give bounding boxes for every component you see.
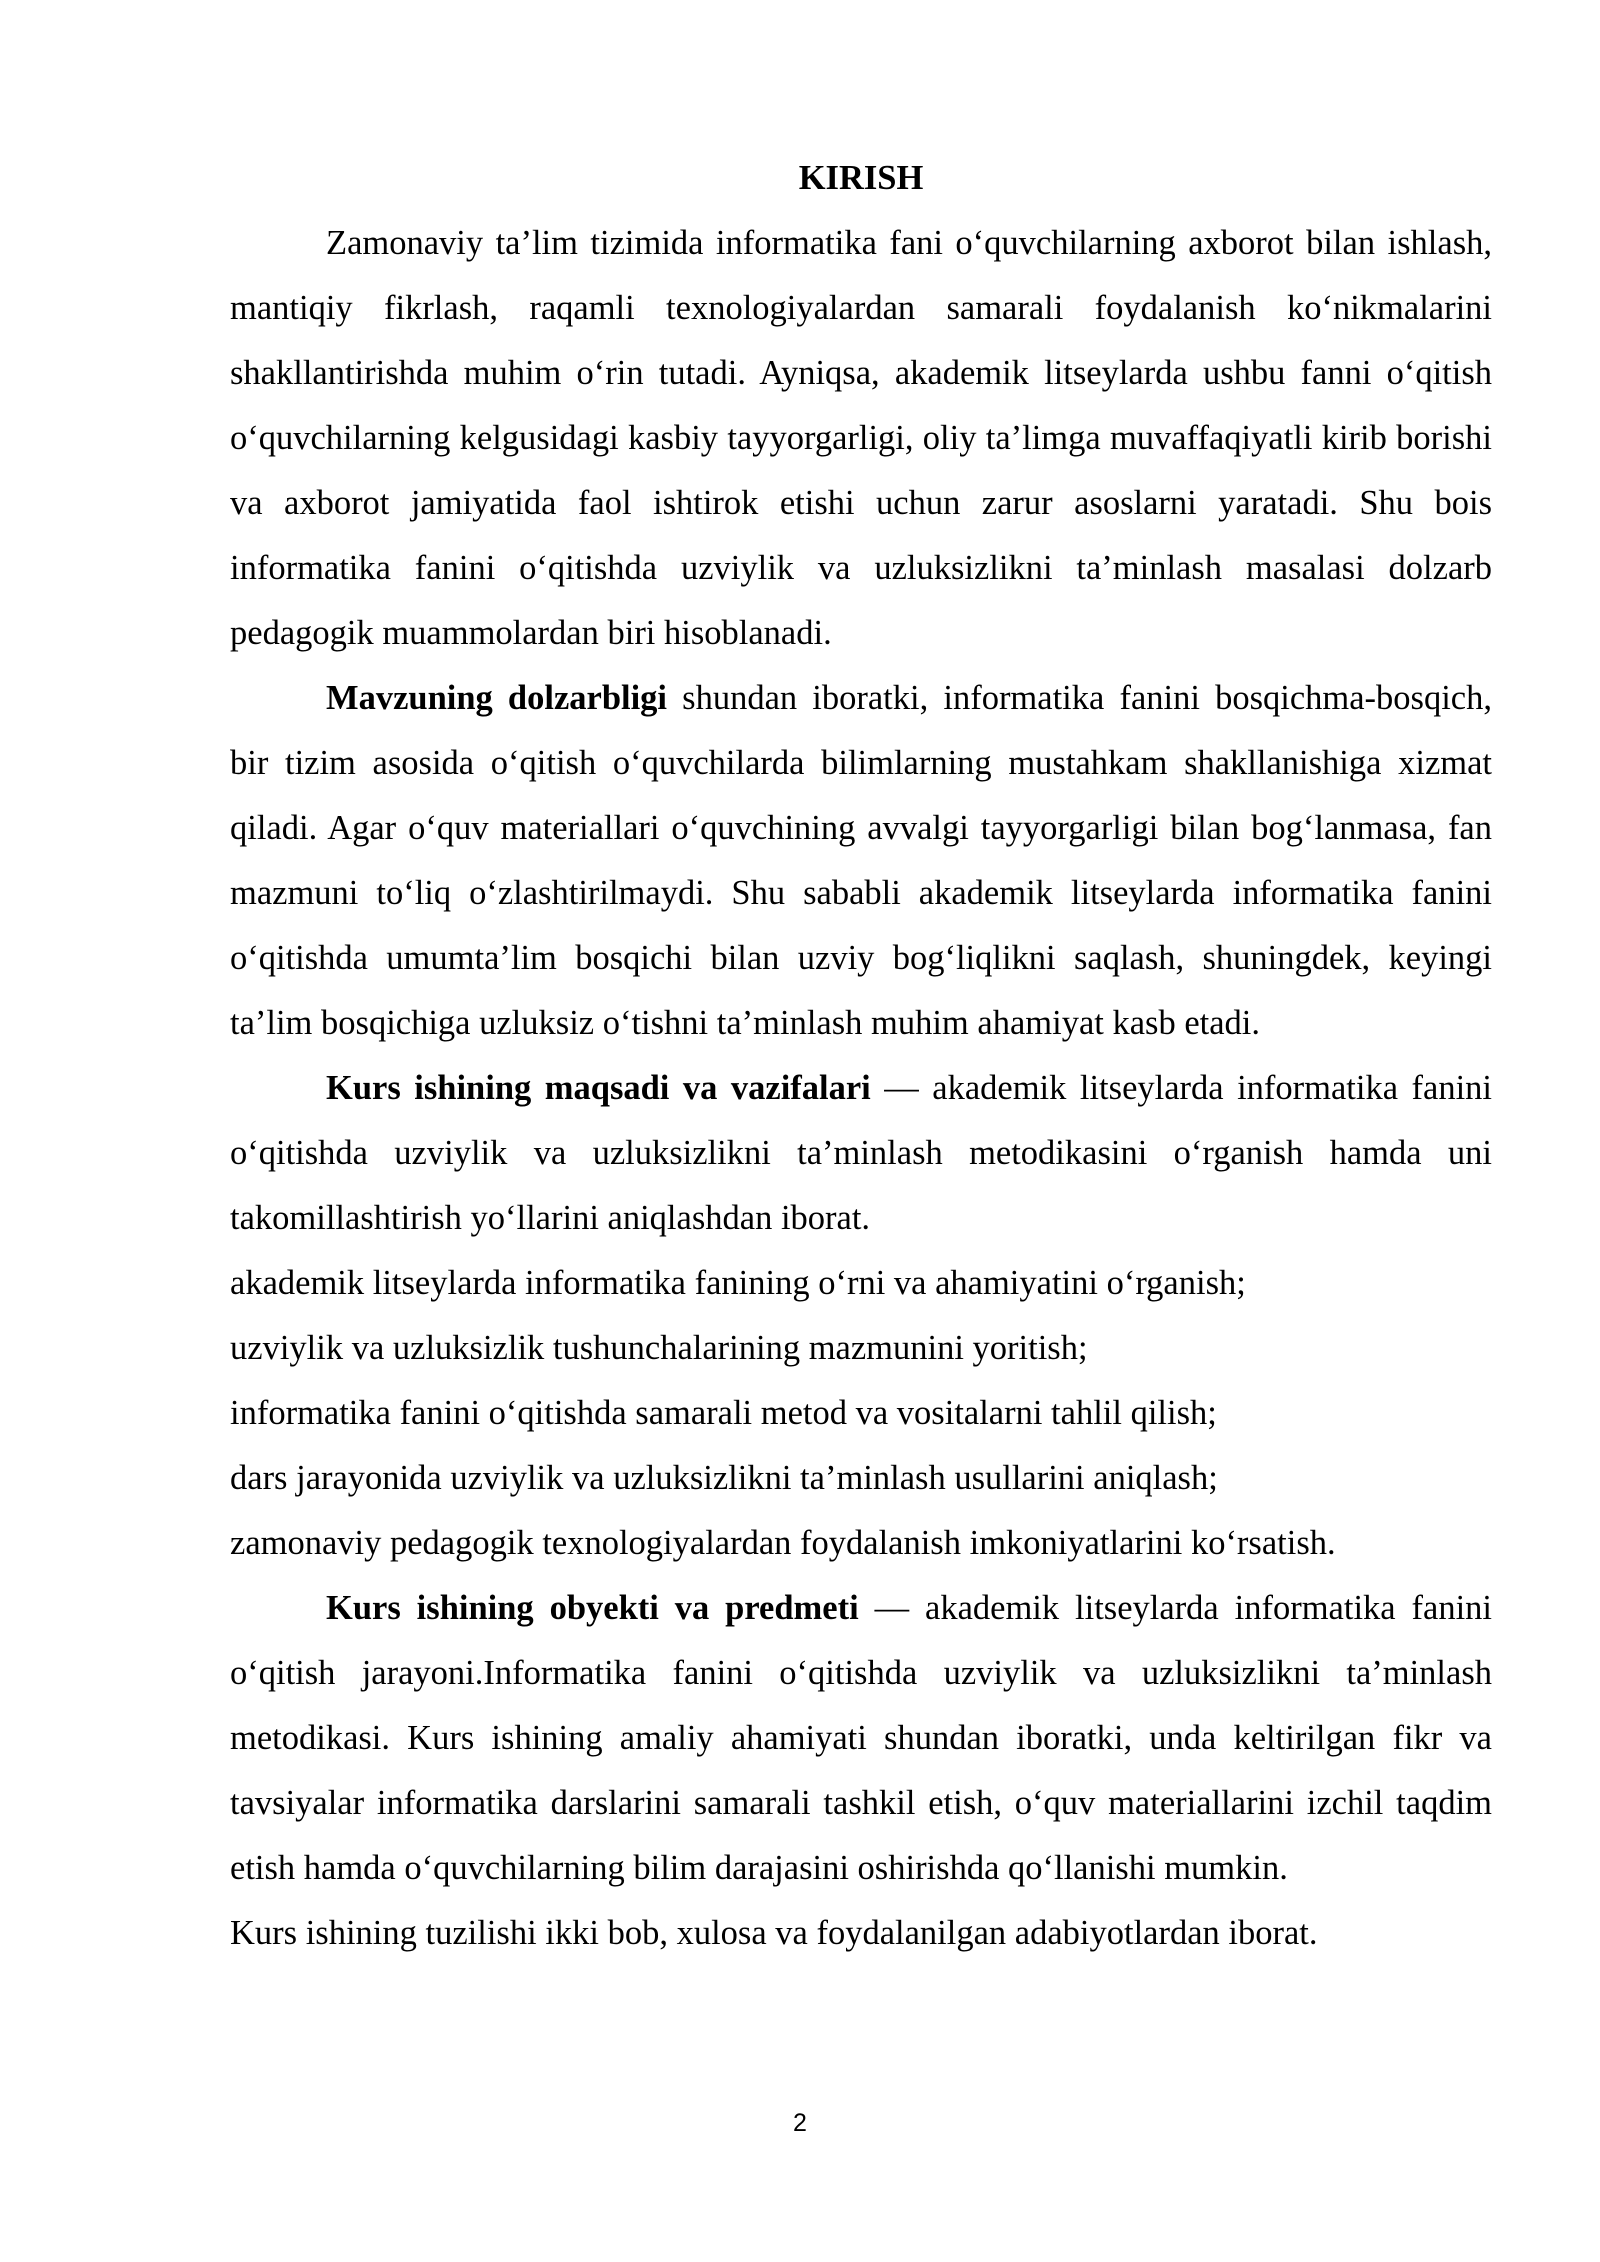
relevance-heading: Mavzuning dolzarbligi bbox=[326, 679, 668, 717]
goals-paragraph bbox=[230, 1056, 1492, 1251]
structure-sentence: Kurs ishining tuzilishi ikki bob, xulosa va foydalanilgan adabiyotlardan iborat. bbox=[230, 1914, 1318, 1952]
page-number: 2 bbox=[793, 2109, 807, 2137]
document-title: KIRISH bbox=[798, 159, 924, 197]
task-item: zamonaviy pedagogik texnologiyalardan foydalanish imkoniyatlarini ko‘rsatish. bbox=[230, 1524, 1336, 1562]
task-item: informatika fanini o‘qitishda samarali metod va vositalarni tahlil qilish; bbox=[230, 1394, 1217, 1432]
intro-paragraph: Zamonaviy ta’lim tizimida informatika fani o‘quvchilarning axborot bilan ishlash, mantiqiy fikrlash, raqamli texnologiyalardan samarali foydalanish ko‘nikmalarini shakllantirishda muhim o‘rin tutadi. Ayniqsa, akademik litseylarda ushbu fanni o‘qitish o‘quvchilarning kelgusidagi kasbiy tayyorgarligi, oliy ta’limga muvaffaqiyatli kirib borishi va axborot jamiyatida faol ishtirok etishi uchun zarur asoslarni yaratadi. Shu bois informatika fanini o‘qitishda uzviylik va uzluksizlikni ta’minlash masalasi dolzarb pedagogik muammolardan biri hisoblanadi. bbox=[230, 224, 1492, 652]
goals-heading: Kurs ishining maqsadi va vazifalari bbox=[326, 1069, 871, 1107]
goals-text: — akademik litseylarda informatika fanini o‘qitishda uzviylik va uzluksizlikni ta’minlash metodikasini o‘rganish hamda uni takomillashtirish yo‘llarini aniqlashdan iborat. bbox=[230, 1069, 1493, 1237]
document-body bbox=[230, 146, 1492, 1966]
task-item: akademik litseylarda informatika fanining o‘rni va ahamiyatini o‘rganish; bbox=[230, 1264, 1246, 1302]
object-text: — akademik litseylarda informatika fanini o‘qitish jarayoni.Informatika fanini o‘qitishda uzviylik va uzluksizlikni ta’minlash metodikasi. Kurs ishining amaliy ahamiyati shundan iboratki, unda keltirilgan fikr va tavsiyalar informatika darslarini samarali tashkil etish, o‘quv materiallarini izchil taqdim etish hamda o‘quvchilarning bilim darajasini oshirishda qo‘llanishi mumkin. bbox=[230, 1589, 1492, 1887]
task-item: dars jarayonida uzviylik va uzluksizlikni ta’minlash usullarini aniqlash; bbox=[230, 1459, 1218, 1497]
object-paragraph bbox=[230, 1576, 1492, 1901]
object-heading: Kurs ishining obyekti va predmeti bbox=[326, 1589, 859, 1627]
relevance-text: shundan iboratki, informatika fanini bosqichma-bosqich, bir tizim asosida o‘qitish o‘quvchilarda bilimlarning mustahkam shakllanishiga xizmat qiladi. Agar o‘quv materiallari o‘quvchining avvalgi tayyorgarligi bilan bog‘lanmasa, fan mazmuni to‘liq o‘zlashtirilmaydi. Shu sababli akademik litseylarda informatika fanini o‘qitishda umumta’lim bosqichi bilan uzviy bog‘liqlikni saqlash, shuningdek, keyingi ta’lim bosqichiga uzluksiz o‘tishni ta’minlash muhim ahamiyat kasb etadi. bbox=[230, 679, 1492, 1042]
relevance-paragraph bbox=[230, 666, 1492, 1056]
task-item: uzviylik va uzluksizlik tushunchalarining mazmunini yoritish; bbox=[230, 1329, 1088, 1367]
